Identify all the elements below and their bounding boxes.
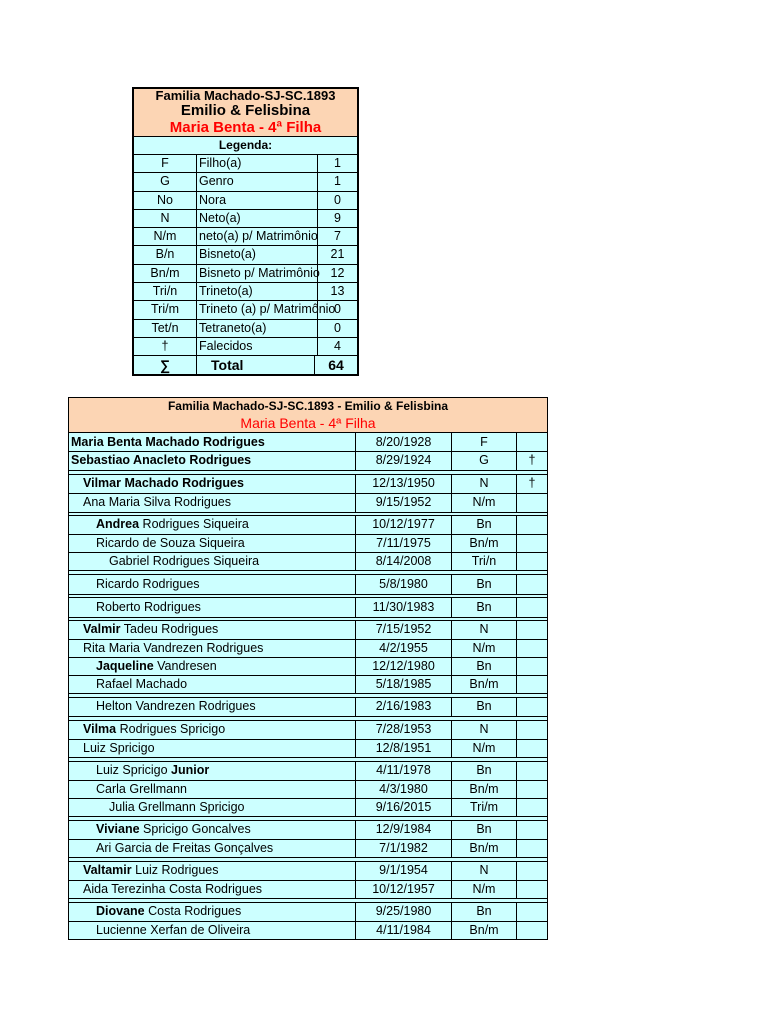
family-row: [69, 697, 547, 716]
birth-date: 12/9/1984: [356, 820, 452, 839]
family-row: [69, 675, 547, 693]
legend-desc: Bisneto(a): [197, 246, 318, 263]
person-name-rest: Gabriel Rodrigues Siqueira: [109, 554, 260, 568]
birth-date: 4/11/1978: [356, 761, 452, 780]
birth-date: 8/29/1924: [356, 451, 452, 470]
deceased-mark: †: [528, 476, 536, 490]
family-row: [69, 433, 547, 451]
person-name: [69, 515, 356, 534]
family-row: [69, 657, 547, 675]
person-name-rest: Ari Garcia de Freitas Gonçalves: [96, 841, 274, 855]
legend-count: 1: [334, 156, 341, 170]
relation-code: N/m: [452, 739, 517, 757]
deceased-mark: [517, 657, 547, 675]
legend-couple-title: Emilio & Felisbina: [180, 102, 311, 119]
deceased-mark: [517, 639, 547, 657]
legend-row: [134, 246, 357, 264]
person-name-highlight: Maria Benta Machado Rodrigues: [71, 435, 265, 449]
person-name: [69, 739, 356, 757]
deceased-mark: [517, 675, 547, 693]
person-name-rest: Luiz Rodrigues: [131, 863, 219, 877]
deceased-mark: [517, 780, 547, 798]
person-name-rest: Rafael Machado: [96, 677, 188, 691]
deceased-mark: [517, 534, 547, 552]
deceased-mark: [517, 739, 547, 757]
row-divider: [69, 716, 547, 717]
person-name: [69, 597, 356, 617]
relation-code: Bn/m: [452, 780, 517, 798]
birth-date: 5/8/1980: [356, 574, 452, 594]
family-row: [69, 820, 547, 839]
person-name: [69, 839, 356, 857]
birth-date: 10/12/1957: [356, 880, 452, 898]
sum-symbol: ∑: [134, 356, 197, 374]
legend-code: B/n: [134, 246, 197, 263]
person-name-rest: Luiz Spricigo: [83, 741, 155, 755]
relation-code: Bn: [452, 820, 517, 839]
deceased-mark: [517, 798, 547, 816]
deceased-mark: [517, 433, 547, 451]
birth-date: 10/12/1977: [356, 515, 452, 534]
birth-date: 4/11/1984: [356, 921, 452, 939]
relation-code: F: [452, 433, 517, 451]
birth-date: 2/16/1983: [356, 697, 452, 716]
row-divider: [69, 594, 547, 595]
legend-desc: neto(a) p/ Matrimônio: [197, 228, 318, 245]
legend-code: Tri/m: [134, 301, 197, 318]
person-name-highlight: Sebastiao Anacleto Rodrigues: [71, 453, 252, 467]
person-name-rest: Vandresen: [153, 659, 217, 673]
person-name-rest: Helton Vandrezen Rodrigues: [96, 699, 256, 713]
family-row: [69, 739, 547, 757]
relation-code: Bn/m: [452, 839, 517, 857]
family-row: [69, 620, 547, 639]
birth-date: 12/8/1951: [356, 739, 452, 757]
person-name: [69, 675, 356, 693]
deceased-mark: †: [528, 453, 536, 467]
deceased-mark: [517, 574, 547, 594]
person-name: [69, 534, 356, 552]
row-divider: [69, 470, 547, 471]
deceased-mark: [517, 697, 547, 716]
person-name-rest: Luiz Spricigo: [96, 763, 172, 777]
legend-rows: [134, 155, 357, 356]
person-name-highlight: Junior: [171, 763, 210, 777]
person-name: [69, 474, 356, 493]
relation-code: Bn: [452, 761, 517, 780]
relation-code: N/m: [452, 493, 517, 512]
person-name-rest: Julia Grellmann Spricigo: [109, 800, 245, 814]
deceased-mark: [517, 861, 547, 880]
row-divider: [69, 570, 547, 571]
legend-count: 12: [330, 265, 345, 280]
legend-row: [134, 192, 357, 210]
legend-code: Bn/m: [134, 265, 197, 282]
person-name: [69, 574, 356, 594]
family-row: [69, 921, 547, 939]
person-name: [69, 433, 356, 451]
person-name-rest: Rita Maria Vandrezen Rodrigues: [83, 641, 264, 655]
birth-date: 4/2/1955: [356, 639, 452, 657]
person-name-rest: Ana Maria Silva Rodrigues: [83, 495, 231, 509]
person-name-rest: Lucienne Xerfan de Oliveira: [96, 923, 251, 937]
family-row: [69, 902, 547, 921]
legend-code: Tri/n: [134, 283, 197, 300]
person-name-rest: Rodrigues Spricigo: [116, 722, 226, 736]
family-table: [68, 397, 548, 940]
deceased-mark: [517, 552, 547, 570]
family-row: [69, 720, 547, 739]
person-name-highlight: Viviane: [96, 822, 140, 836]
legend-count: 0: [334, 302, 341, 317]
family-row: [69, 451, 547, 470]
row-divider: [69, 857, 547, 858]
birth-date: 12/12/1980: [356, 657, 452, 675]
family-row: [69, 552, 547, 570]
legend-row: [134, 283, 357, 301]
relation-code: Tri/m: [452, 798, 517, 816]
birth-date: 4/3/1980: [356, 780, 452, 798]
legend-desc: Falecidos: [197, 338, 318, 355]
family-row: [69, 639, 547, 657]
row-divider: [69, 693, 547, 694]
relation-code: Bn/m: [452, 534, 517, 552]
person-name-rest: Costa Rodrigues: [144, 904, 242, 918]
relation-code: Bn/m: [452, 675, 517, 693]
row-divider: [69, 898, 547, 899]
family-row: [69, 861, 547, 880]
legend-total-row: [134, 356, 357, 374]
legend-row: [134, 173, 357, 191]
legend-count: 7: [334, 229, 341, 244]
family-row: [69, 574, 547, 594]
legend-desc: Bisneto p/ Matrimônio: [197, 265, 318, 282]
legend-code: F: [134, 155, 197, 172]
legend-count: 4: [334, 338, 341, 353]
family-header: [69, 398, 547, 433]
relation-code: Bn/m: [452, 921, 517, 939]
birth-date: 7/28/1953: [356, 720, 452, 739]
row-divider: [69, 617, 547, 618]
deceased-mark: [517, 820, 547, 839]
relation-code: N/m: [452, 880, 517, 898]
person-name-rest: Ricardo Rodrigues: [96, 577, 200, 591]
birth-date: 8/20/1928: [356, 433, 452, 451]
legend-desc: Genro: [197, 173, 318, 190]
person-name-highlight: Jaqueline: [96, 659, 154, 673]
relation-code: N: [452, 861, 517, 880]
person-name: [69, 552, 356, 570]
family-row: [69, 798, 547, 816]
person-name-highlight: Vilmar Machado Rodrigues: [83, 476, 244, 490]
legend-family-title: Familia Machado-SJ-SC.1893: [155, 88, 336, 103]
legend-desc: Trineto (a) p/ Matrimônio: [197, 301, 318, 318]
row-divider: [69, 512, 547, 513]
deceased-mark: [517, 720, 547, 739]
row-divider: [69, 816, 547, 817]
legend-desc: Nora: [197, 192, 318, 209]
legend-row: [134, 265, 357, 283]
legend-label: Legenda:: [134, 137, 357, 155]
relation-code: Bn: [452, 515, 517, 534]
legend-table: [132, 87, 359, 376]
legend-header: [134, 89, 357, 137]
deceased-mark: [517, 493, 547, 512]
person-name: [69, 720, 356, 739]
relation-code: G: [452, 451, 517, 470]
birth-date: 12/13/1950: [356, 474, 452, 493]
person-name-highlight: Andrea: [96, 517, 140, 531]
relation-code: N: [452, 474, 517, 493]
legend-count: 0: [334, 192, 341, 207]
person-name: [69, 657, 356, 675]
family-header-branch: Maria Benta - 4ª Filha: [69, 415, 547, 433]
legend-desc: Filho(a): [197, 155, 318, 172]
legend-row: [134, 320, 357, 338]
family-row: [69, 839, 547, 857]
relation-code: N: [452, 720, 517, 739]
person-name: [69, 780, 356, 798]
relation-code: Tri/n: [452, 552, 517, 570]
deceased-mark: [517, 620, 547, 639]
deceased-mark: [517, 921, 547, 939]
deceased-mark: [517, 761, 547, 780]
legend-code: G: [134, 173, 197, 190]
total-label: Total: [197, 356, 315, 374]
person-name-rest: Aida Terezinha Costa Rodrigues: [83, 882, 263, 896]
family-row: [69, 761, 547, 780]
person-name: [69, 861, 356, 880]
birth-date: 11/30/1983: [356, 597, 452, 617]
family-row: [69, 780, 547, 798]
deceased-mark: [517, 597, 547, 617]
deceased-mark: [517, 515, 547, 534]
legend-desc: Trineto(a): [197, 283, 318, 300]
legend-row: [134, 338, 357, 356]
person-name: [69, 880, 356, 898]
birth-date: 8/14/2008: [356, 552, 452, 570]
family-row: [69, 493, 547, 512]
person-name: [69, 798, 356, 816]
total-value: 64: [328, 357, 344, 374]
legend-desc: Neto(a): [197, 210, 318, 227]
person-name-rest: Spricigo Goncalves: [139, 822, 251, 836]
legend-code: Tet/n: [134, 320, 197, 337]
family-row: [69, 474, 547, 493]
legend-code: N: [134, 210, 197, 227]
person-name-rest: Roberto Rodrigues: [96, 600, 201, 614]
legend-count: 0: [334, 320, 341, 335]
legend-code: No: [134, 192, 197, 209]
birth-date: 7/1/1982: [356, 839, 452, 857]
deceased-mark: [517, 839, 547, 857]
relation-code: Bn: [452, 657, 517, 675]
legend-row: [134, 228, 357, 246]
birth-date: 5/18/1985: [356, 675, 452, 693]
relation-code: N/m: [452, 639, 517, 657]
legend-count: 13: [330, 284, 345, 299]
family-row: [69, 515, 547, 534]
legend-row: [134, 210, 357, 228]
person-name: [69, 620, 356, 639]
person-name: [69, 921, 356, 939]
person-name-highlight: Vilma: [83, 722, 117, 736]
legend-count: 9: [334, 210, 341, 225]
family-row: [69, 534, 547, 552]
person-name-rest: Ricardo de Souza Siqueira: [96, 536, 245, 550]
legend-row: [134, 155, 357, 173]
birth-date: 7/15/1952: [356, 620, 452, 639]
birth-date: 7/11/1975: [356, 534, 452, 552]
person-name-rest: Rodrigues Siqueira: [139, 517, 249, 531]
birth-date: 9/16/2015: [356, 798, 452, 816]
legend-count: 21: [330, 247, 345, 262]
person-name-rest: Tadeu Rodrigues: [120, 622, 219, 636]
legend-code: †: [134, 338, 197, 355]
person-name-rest: Carla Grellmann: [96, 782, 188, 796]
legend-count: 1: [334, 174, 341, 189]
family-row: [69, 597, 547, 617]
birth-date: 9/15/1952: [356, 493, 452, 512]
legend-branch-title: Maria Benta - 4ª Filha: [169, 119, 322, 136]
person-name-highlight: Diovane: [96, 904, 145, 918]
deceased-mark: [517, 880, 547, 898]
person-name: [69, 451, 356, 470]
person-name: [69, 902, 356, 921]
legend-desc: Tetraneto(a): [197, 320, 318, 337]
person-name: [69, 697, 356, 716]
relation-code: Bn: [452, 597, 517, 617]
relation-code: Bn: [452, 574, 517, 594]
person-name: [69, 639, 356, 657]
deceased-mark: [517, 902, 547, 921]
row-divider: [69, 939, 547, 940]
family-header-title: Familia Machado-SJ-SC.1893 - Emilio & Felisbina: [167, 399, 449, 413]
person-name: [69, 820, 356, 839]
family-body: [69, 433, 547, 939]
row-divider: [69, 757, 547, 758]
person-name-highlight: Valmir: [83, 622, 121, 636]
birth-date: 9/1/1954: [356, 861, 452, 880]
relation-code: Bn: [452, 697, 517, 716]
legend-row: [134, 301, 357, 319]
relation-code: N: [452, 620, 517, 639]
birth-date: 9/25/1980: [356, 902, 452, 921]
person-name: [69, 761, 356, 780]
relation-code: Bn: [452, 902, 517, 921]
family-row: [69, 880, 547, 898]
person-name: [69, 493, 356, 512]
legend-code: N/m: [134, 228, 197, 245]
person-name-highlight: Valtamir: [83, 863, 132, 877]
